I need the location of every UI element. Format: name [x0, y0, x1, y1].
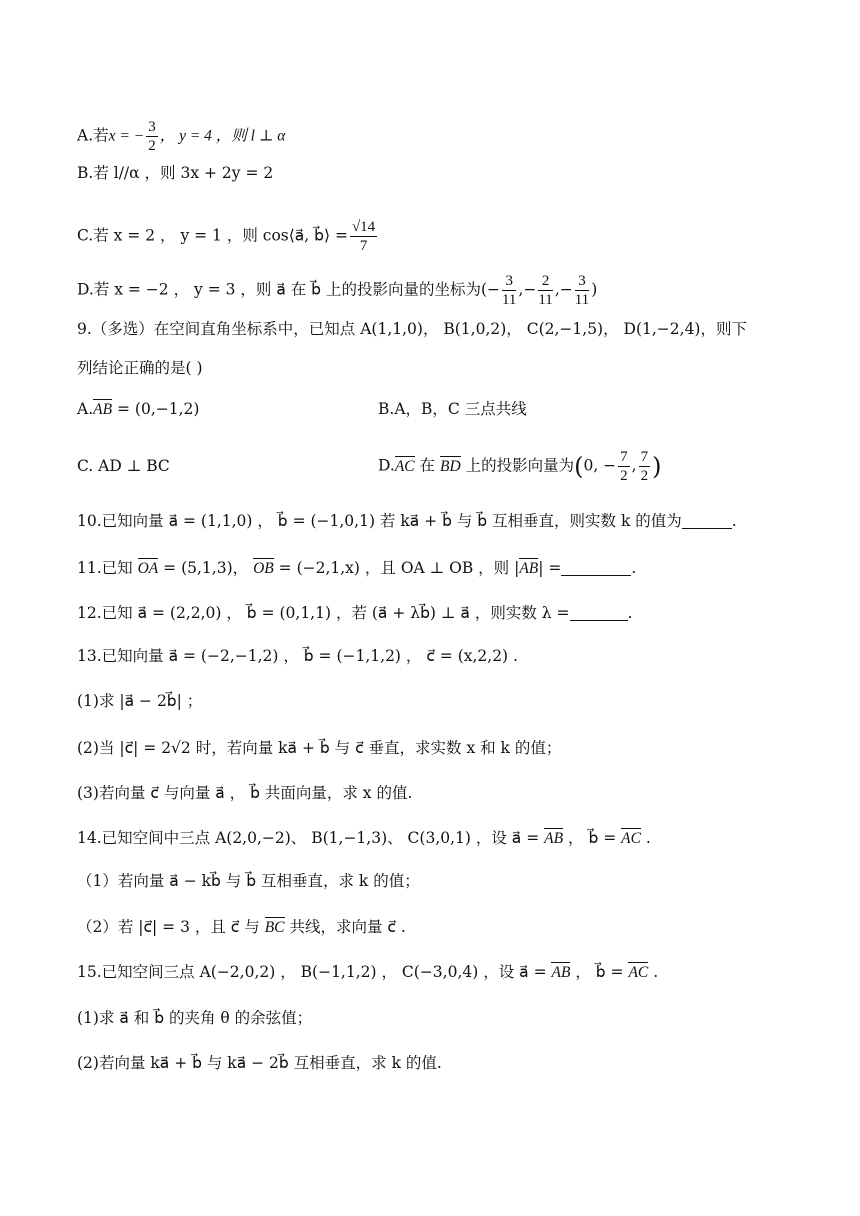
math-expr: 0, − [583, 456, 617, 475]
option-text: 在 [414, 456, 440, 475]
option-text: C.若 x = 2 ， y = 1 ，则 cos⟨a⃗, b⃗⟩ = [77, 226, 348, 245]
q9-option-d: D.AC 在 BD 上的投影向量为(0, − $\frac{7}{2}$ , $\frac{7}{2}$ ) [378, 449, 662, 484]
denominator: 2 [620, 468, 628, 484]
question-text: = (5,1,3)， [158, 559, 254, 577]
q10-stem: 10.已知向量 a⃗ = (1,1,0) ， b⃗ = (−1,0,1) 若 ka⃗ + b⃗ 与 b⃗ 互相垂直，则实数 k 的值为 . [77, 512, 737, 530]
q13-part1: (1)求 |a⃗ − 2b⃗| ； [77, 692, 203, 710]
denominator: 2 [640, 468, 649, 484]
numerator: 2 [538, 272, 552, 291]
numerator: 3 [502, 272, 516, 291]
question-text: ， b⃗ = [570, 963, 629, 981]
vector-bd: BD [439, 457, 461, 475]
fraction [502, 272, 516, 309]
denominator: 2 [148, 138, 156, 154]
vector-oa: OA [137, 560, 159, 577]
option-label: A.若 [77, 126, 109, 145]
fraction [618, 448, 630, 485]
numerator: √14 [351, 219, 376, 235]
q14-part1: （1）若向量 a⃗ − kb⃗ 与 b⃗ 互相垂直，求 k 的值； [77, 872, 420, 890]
vector-ab: AB [551, 964, 571, 981]
numerator: 3 [575, 272, 589, 291]
q9-option-c: C. AD ⊥ BC [77, 457, 170, 475]
denominator: 11 [574, 292, 590, 308]
q9-stem-line2: 列结论正确的是( ) [77, 359, 203, 377]
option-text: D.若 x = −2 ， y = 3 ，则 a⃗ 在 b⃗ 上的投影向量的坐标为(− [77, 280, 500, 299]
answer-blank[interactable] [682, 512, 732, 529]
question-text: 15.已知空间三点 A(−2,0,2) ， B(−1,1,2) ， C(−3,0,4) ，设 a⃗ = [77, 963, 552, 981]
q15-part1: (1)求 a⃗ 和 b⃗ 的夹角 θ 的余弦值； [77, 1009, 313, 1027]
q9-option-b: B.A，B，C 三点共线 [378, 400, 527, 418]
q14-part2 [77, 916, 800, 939]
math-expr: ， y = 4 ，则 l ⊥ α [159, 127, 286, 145]
q8-option-a [77, 118, 800, 155]
question-text: | = [538, 559, 562, 577]
question-text: 10.已知向量 a⃗ = (1,1,0) ， b⃗ = (−1,0,1) 若 ka⃗ + b⃗ 与 b⃗ 互相垂直，则实数 k 的值为 [77, 512, 682, 530]
q9-option-a [77, 398, 199, 421]
q8-option-d: D.若 x = −2 ， y = 3 ，则 a⃗ 在 b⃗ 上的投影向量的坐标为(− $\frac{3}{11}$ ,− $\frac{2}{11}$ ,− $\frac{3}{11}$ ) [77, 273, 598, 308]
q8-option-c [77, 218, 800, 255]
question-text: （2）若 |c⃗| = 3 ，且 c⃗ 与 [77, 918, 265, 936]
q9-stem-line1: 9.（多选）在空间直角坐标系中，已知点 A(1,1,0)， B(1,0,2)， C(2,−1,5)， D(1,−2,4)，则下 [77, 320, 747, 338]
numerator: 3 [148, 119, 156, 135]
q14-stem [77, 827, 800, 850]
option-label: D. [378, 456, 395, 475]
question-text: 12.已知 a⃗ = (2,2,0) ， b⃗ = (0,1,1) ，若 (a⃗ + λb⃗) ⊥ a⃗ ，则实数 λ = [77, 604, 570, 622]
q8-option-b: B.若 l//α ，则 3x + 2y = 2 [77, 164, 274, 182]
question-text: 11.已知 [77, 559, 138, 577]
math-expr: x = − [108, 127, 145, 145]
fraction [146, 118, 158, 155]
q15-stem [77, 961, 800, 984]
question-text: . [648, 963, 659, 981]
question-text: 共线，求向量 c⃗ . [284, 918, 406, 936]
numerator: 7 [640, 449, 649, 465]
answer-blank[interactable] [570, 604, 628, 621]
vector-ab: AB [93, 401, 113, 418]
vector-ac: AC [621, 830, 641, 847]
fraction [575, 272, 589, 309]
fraction [538, 272, 552, 309]
vector-ac: AC [628, 964, 649, 981]
question-text: ， b⃗ = [563, 829, 622, 847]
denominator: 11 [538, 292, 553, 308]
answer-blank[interactable] [561, 559, 631, 576]
vector-ab: AB [544, 830, 564, 847]
q11-stem: 11.已知 OA = (5,1,3)， OB = (−2,1,x) ，且 OA ⊥ OB ，则 |AB| = . [77, 559, 637, 577]
fraction [639, 448, 651, 485]
q12-stem: 12.已知 a⃗ = (2,2,0) ， b⃗ = (0,1,1) ，若 (a⃗ + λb⃗) ⊥ a⃗ ，则实数 λ = . [77, 604, 633, 622]
option-text: 上的投影向量为 [460, 456, 575, 475]
vector-bc: BC [264, 919, 285, 936]
denominator: 11 [501, 292, 517, 308]
option-text: = (0,−1,2) [112, 400, 200, 418]
vector-ob: OB [253, 560, 274, 577]
option-label: A. [77, 400, 94, 418]
q13-part3: (3)若向量 c⃗ 与向量 a⃗ ， b⃗ 共面向量，求 x 的值. [77, 784, 413, 802]
vector-ab: AB [519, 560, 539, 577]
paren-open: ( [574, 452, 584, 481]
q15-part2: (2)若向量 ka⃗ + b⃗ 与 ka⃗ − 2b⃗ 互相垂直，求 k 的值. [77, 1054, 442, 1072]
q13-stem: 13.已知向量 a⃗ = (−2,−1,2) ， b⃗ = (−1,1,2) ， c⃗ = (x,2,2) . [77, 647, 518, 665]
q13-part2: (2)当 |c⃗| = 2√2 时，若向量 ka⃗ + b⃗ 与 c⃗ 垂直，求实数 x 和 k 的值； [77, 739, 562, 757]
vector-ac: AC [394, 457, 415, 475]
question-text: 14.已知空间中三点 A(2,0,−2)、 B(1,−1,3)、 C(3,0,1) ，设 a⃗ = [77, 829, 545, 847]
question-text: . [640, 829, 651, 847]
question-text: = (−2,1,x) ，且 OA ⊥ OB ，则 | [273, 559, 520, 577]
denominator: 7 [359, 238, 368, 254]
paren-close: ) [652, 452, 662, 481]
numerator: 7 [620, 449, 628, 465]
fraction [350, 218, 377, 255]
